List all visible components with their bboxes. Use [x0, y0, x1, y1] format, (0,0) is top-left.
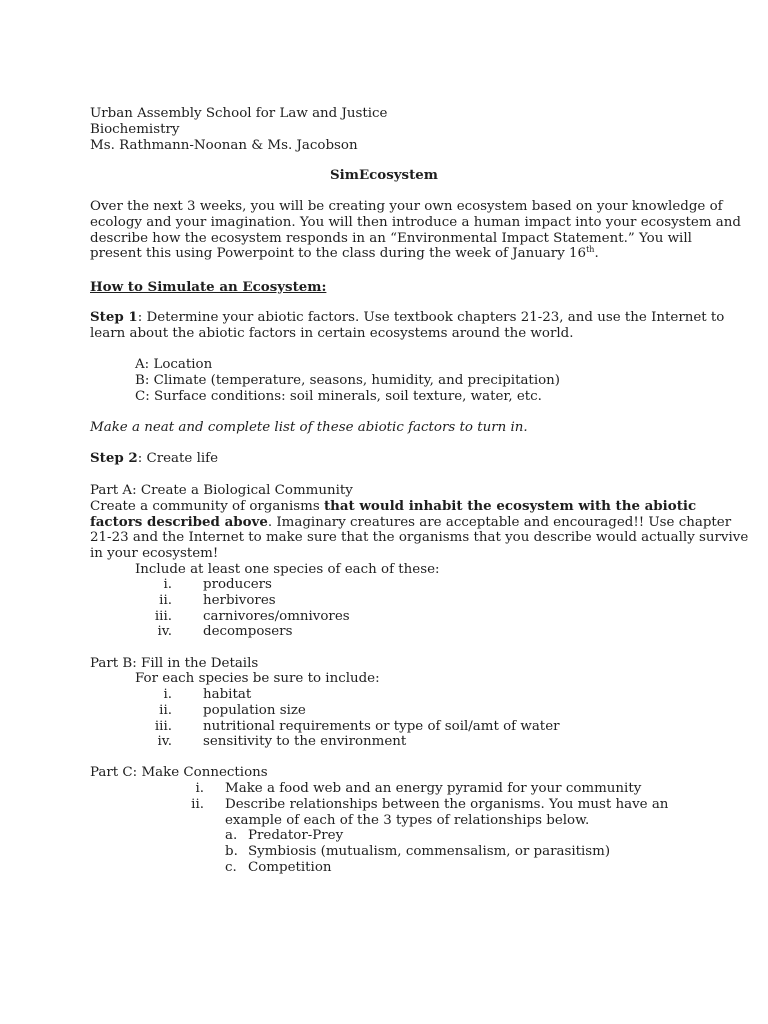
intro-paragraph	[90, 199, 741, 262]
list-numeral: i.	[163, 687, 172, 702]
list-item	[0, 797, 768, 813]
step2-label: Step 2	[90, 450, 138, 466]
partA-line	[90, 497, 697, 515]
list-item	[0, 577, 768, 593]
step2-line	[90, 451, 690, 467]
list-text: herbivores	[203, 592, 276, 608]
step2-text: : Create life	[137, 451, 219, 466]
list-numeral: iii.	[154, 608, 172, 624]
partA-bold-text: that would inhabit the ecosystem with the abiotic	[323, 497, 697, 514]
list-numeral: ii.	[191, 796, 204, 812]
list-text: carnivores/omnivores	[203, 608, 350, 624]
step1-line: learn about the abiotic factors in certain ecosystems around the world.	[90, 325, 574, 341]
list-item-continuation	[0, 813, 768, 829]
section-heading: How to Simulate an Ecosystem:	[90, 279, 327, 295]
sub-list-text: Predator-Prey	[248, 828, 344, 844]
abiotic-item: B: Climate (temperature, seasons, humidity, and precipitation)	[135, 372, 561, 388]
list-text: Make a food web and an energy pyramid for your community	[225, 781, 642, 796]
list-item	[0, 624, 768, 640]
step1-paragraph	[90, 309, 725, 342]
partB-title: Part B: Fill in the Details	[90, 656, 259, 671]
partA-line	[90, 513, 732, 531]
list-text: example of each of the 3 types of relationships below.	[225, 812, 590, 828]
intro-line: ecology and your imagination. You will then introduce a human impact into your ecosystem and	[90, 214, 741, 230]
partA-block	[90, 483, 749, 562]
sub-list-item	[0, 828, 768, 844]
partB-include: For each species be sure to include:	[135, 671, 380, 686]
sub-list-letter: c.	[225, 859, 237, 875]
course-name: Biochemistry	[90, 121, 180, 137]
school-name: Urban Assembly School for Law and Justice	[90, 106, 388, 121]
list-item	[0, 781, 768, 797]
list-text: population size	[203, 702, 306, 718]
sub-list-text: Symbiosis (mutualism, commensalism, or parasitism)	[248, 844, 611, 860]
intro-line-last	[90, 246, 690, 262]
partA-include: Include at least one species of each of these:	[135, 562, 440, 577]
sub-list-item	[0, 860, 768, 876]
list-item	[0, 719, 768, 735]
list-text: sensitivity to the environment	[203, 734, 407, 750]
sub-list-letter: a.	[225, 828, 238, 844]
list-item	[0, 609, 768, 625]
partA-text: Create a community of organisms	[90, 498, 324, 514]
list-numeral: iv.	[157, 734, 172, 750]
sub-list-text: Competition	[248, 859, 332, 875]
intro-line: describe how the ecosystem responds in an “Environmental Impact Statement.” You will	[90, 230, 692, 246]
partA-line: 21-23 and the Internet to make sure that the organisms that you describe would actually survive	[90, 530, 749, 546]
step1-note: Make a neat and complete list of these abiotic factors to turn in.	[90, 420, 528, 435]
list-item	[0, 687, 768, 703]
step1-line	[90, 309, 725, 326]
list-numeral: ii.	[159, 702, 172, 718]
partA-title: Part A: Create a Biological Community	[90, 483, 353, 498]
intro-line-text: present this using Powerpoint to the class during the week of January 16	[90, 246, 587, 262]
sub-list-item	[0, 844, 768, 860]
list-numeral: i.	[195, 781, 204, 796]
step1-text: : Determine your abiotic factors. Use textbook chapters 21-23, and use the Internet to	[137, 310, 725, 325]
list-item	[0, 734, 768, 750]
list-item	[0, 703, 768, 719]
step1-label: Step 1	[90, 309, 138, 325]
list-text: habitat	[203, 687, 252, 702]
partA-text: . Imaginary creatures are acceptable and encouraged!! Use chapter	[267, 514, 732, 530]
list-numeral: iv.	[157, 624, 172, 640]
list-numeral: iii.	[154, 718, 172, 734]
list-text: Describe relationships between the organisms. You must have an	[225, 796, 669, 812]
partA-line: in your ecosystem!	[90, 546, 219, 562]
ordinal-suffix: th	[586, 245, 595, 255]
partC-list	[0, 781, 768, 876]
list-numeral: ii.	[159, 592, 172, 608]
list-text: producers	[203, 577, 272, 592]
intro-period: .	[594, 246, 599, 262]
intro-line: Over the next 3 weeks, you will be creating your own ecosystem based on your knowledge of	[90, 199, 723, 214]
sub-list-letter: b.	[225, 844, 238, 860]
partC-title: Part C: Make Connections	[90, 765, 268, 780]
partA-bold-text: factors described above	[90, 513, 268, 530]
teacher-names: Ms. Rathmann-Noonan & Ms. Jacobson	[90, 137, 358, 153]
partA-list	[0, 577, 768, 640]
header-block	[90, 106, 690, 153]
list-text: decomposers	[203, 624, 293, 640]
page-title: SimEcosystem	[330, 167, 438, 183]
abiotic-item: A: Location	[135, 357, 213, 372]
list-item	[0, 593, 768, 609]
abiotic-list	[135, 357, 735, 404]
list-numeral: i.	[163, 577, 172, 592]
abiotic-item: C: Surface conditions: soil minerals, soil texture, water, etc.	[135, 388, 542, 404]
list-text: nutritional requirements or type of soil/amt of water	[203, 718, 560, 734]
partB-list	[0, 687, 768, 750]
